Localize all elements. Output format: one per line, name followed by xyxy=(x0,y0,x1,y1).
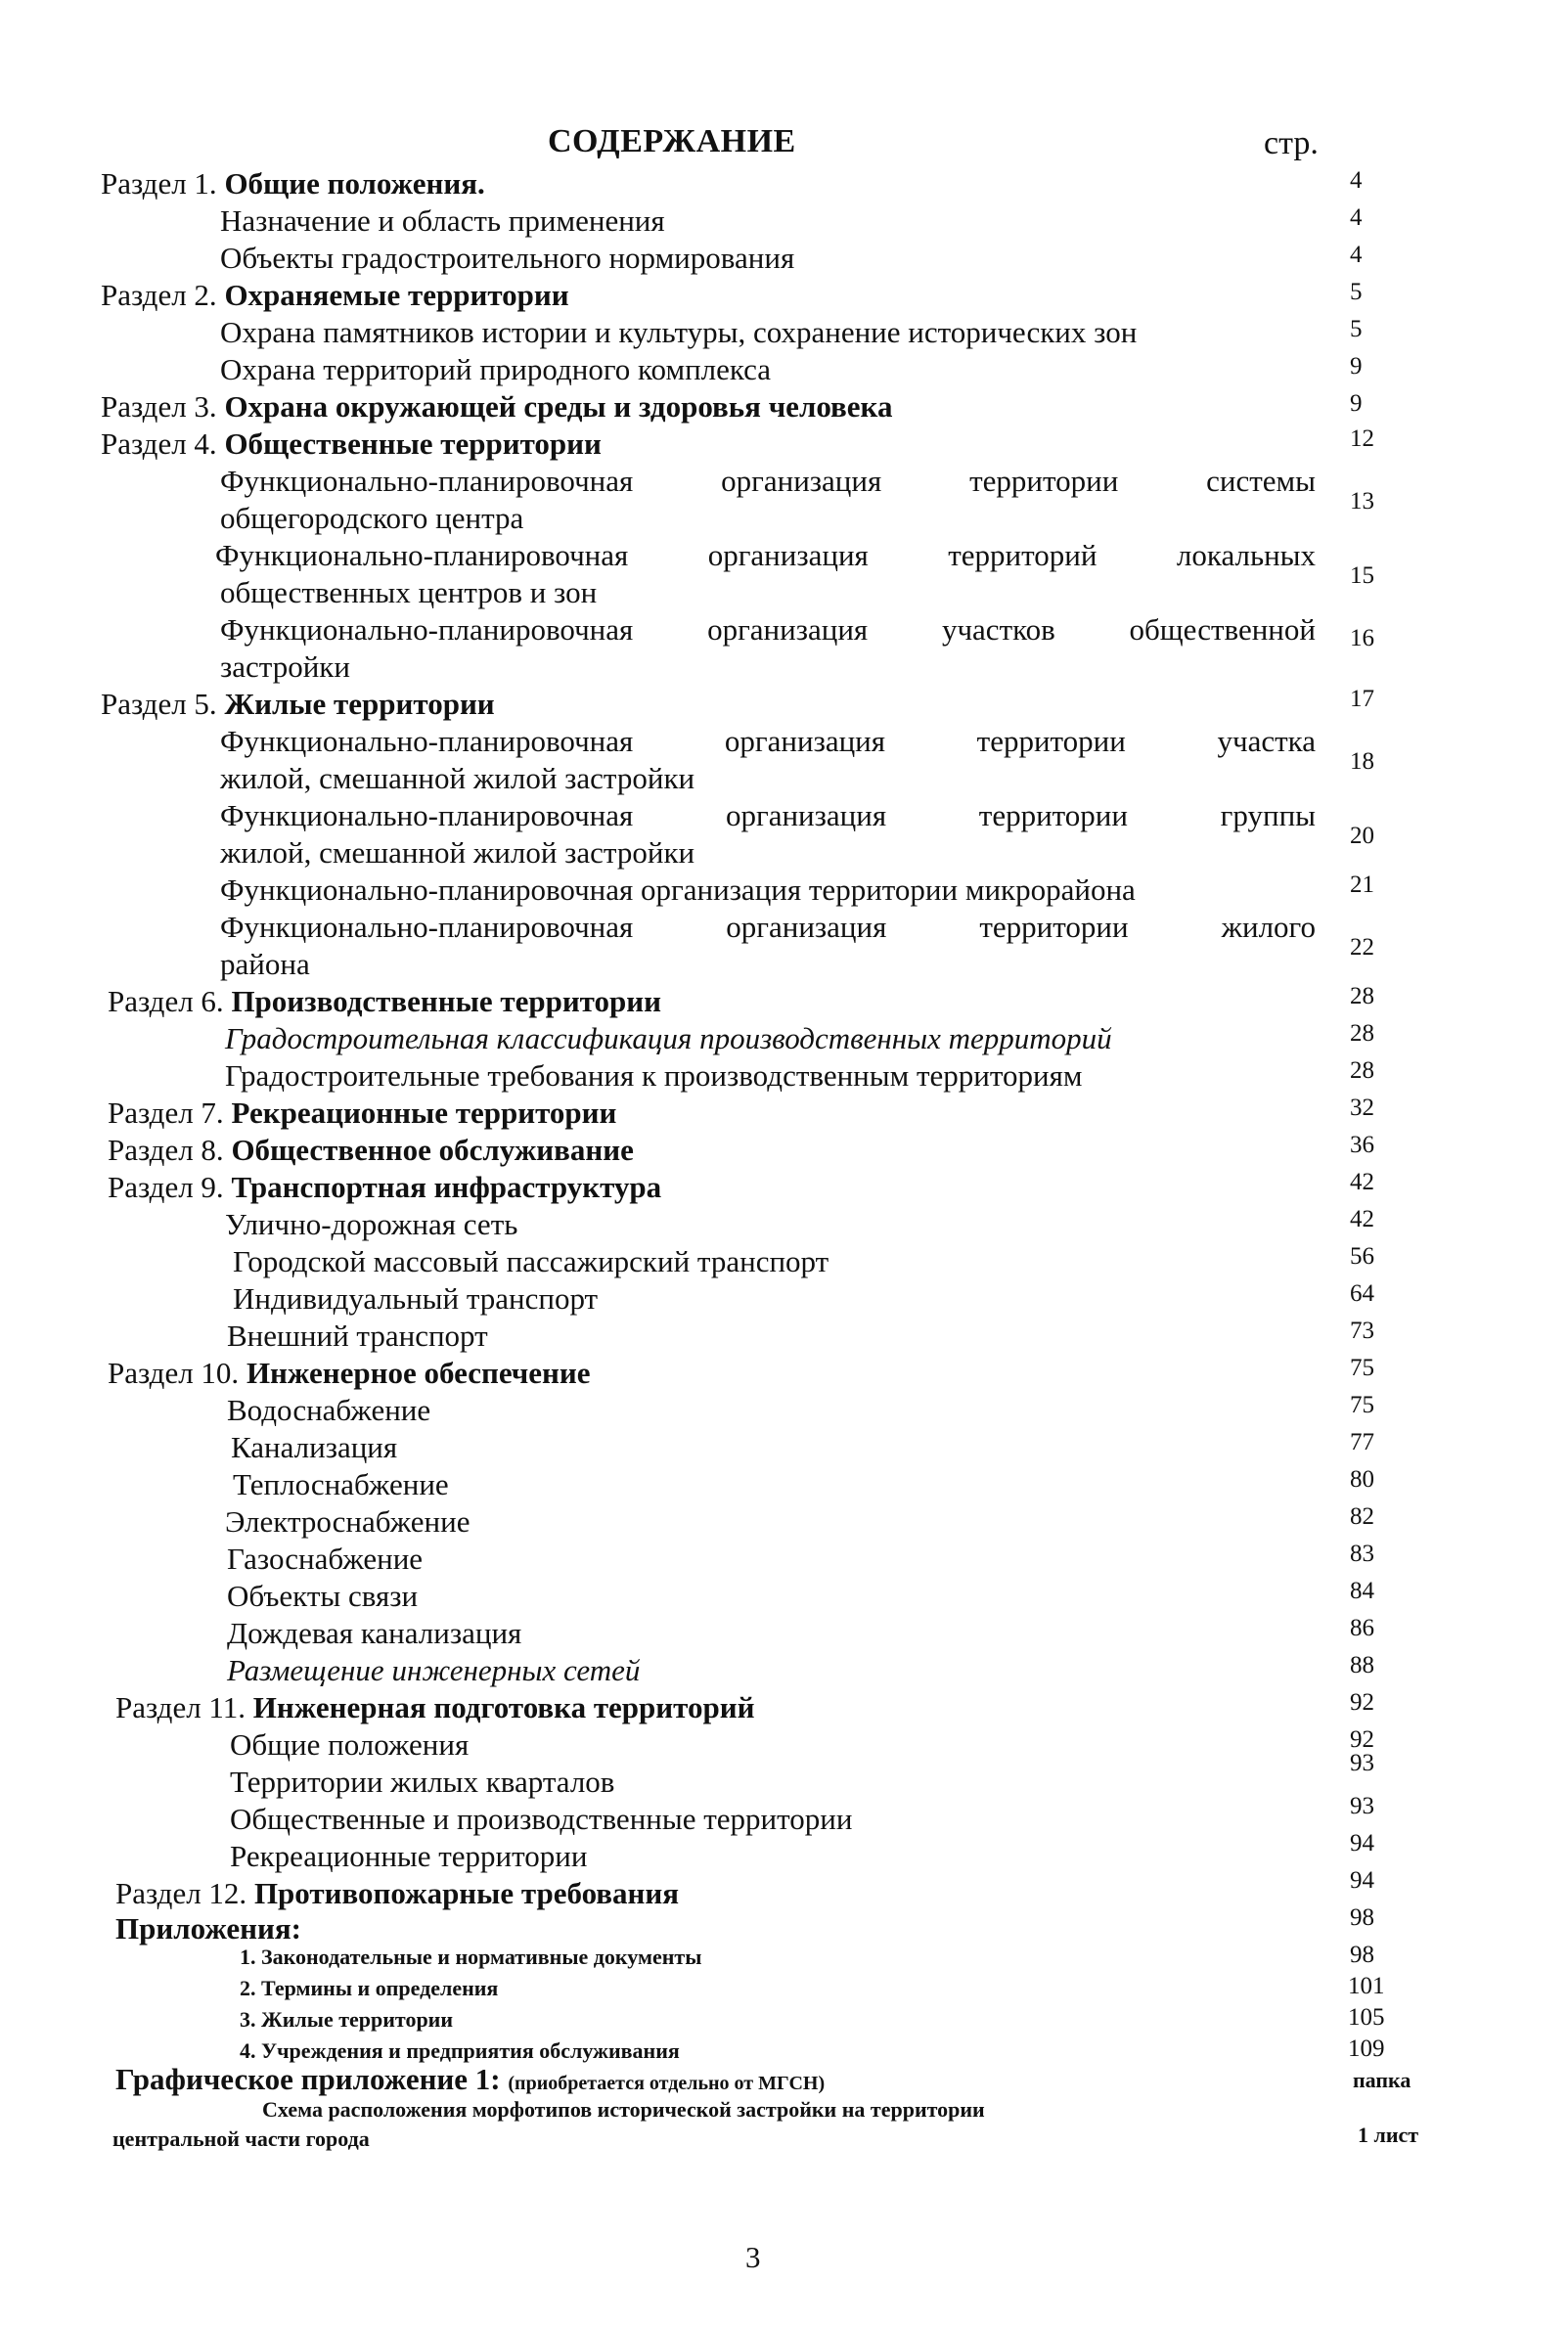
appendix-4-page: 109 xyxy=(1348,2035,1385,2062)
section-11-item-2-page: 93 xyxy=(1350,1750,1374,1776)
section-9-item-3: Индивидуальный транспорт xyxy=(233,1281,599,1316)
section-5-item-1-line-1: Функционально-планировочная организация территории участка xyxy=(220,724,1316,758)
section-11-item-3-page: 93 xyxy=(1350,1793,1374,1819)
section-4-item-1-line-2: общегородского центра xyxy=(220,501,524,535)
section-11-item-1-page: 92 xyxy=(1350,1726,1374,1753)
section-10-item-8-page: 88 xyxy=(1350,1652,1374,1678)
section-10-item-7: Дождевая канализация xyxy=(227,1616,522,1650)
section-6-item-1-page: 28 xyxy=(1350,1020,1374,1047)
section-10-item-4: Электроснабжение xyxy=(225,1504,470,1539)
section-6-item-1: Градостроительная классификация производственных территорий xyxy=(225,1021,1112,1055)
appendix-4: 4. Учреждения и предприятия обслуживания xyxy=(240,2038,680,2063)
section-12-heading: Раздел 12. Противопожарные требования xyxy=(115,1876,680,1910)
section-4-item-2-page: 15 xyxy=(1350,562,1374,589)
section-5-item-2-line-1: Функционально-планировочная организация территории группы xyxy=(220,798,1316,832)
page-column-header: стр. xyxy=(1264,125,1319,161)
section-11-item-3: Общественные и производственные территории xyxy=(230,1802,853,1836)
section-5-item-1-page: 18 xyxy=(1350,748,1374,775)
section-4-item-1-line-1: Функционально-планировочная организация территории системы xyxy=(220,464,1316,498)
section-5-item-2-line-2: жилой, смешанной жилой застройки xyxy=(220,835,695,870)
section-10-item-3: Теплоснабжение xyxy=(233,1467,449,1501)
section-10-item-7-page: 86 xyxy=(1350,1615,1374,1641)
section-7-heading: Раздел 7. Рекреационные территории xyxy=(108,1096,617,1130)
section-11-item-2: Территории жилых кварталов xyxy=(230,1765,615,1799)
section-5-item-4-line-2: района xyxy=(220,947,310,981)
appendix-2: 2. Термины и определения xyxy=(240,1976,499,2000)
section-9-heading: Раздел 9. Транспортная инфраструктура xyxy=(108,1170,662,1204)
section-10-item-5-page: 83 xyxy=(1350,1541,1374,1567)
section-4-item-3-page: 16 xyxy=(1350,625,1374,651)
section-10-item-5: Газоснабжение xyxy=(227,1542,424,1576)
appendix-1: 1. Законодательные и нормативные документы xyxy=(240,1945,702,1969)
section-11-page: 92 xyxy=(1350,1689,1374,1716)
section-11-item-4: Рекреационные территории xyxy=(230,1839,588,1873)
section-4-page: 12 xyxy=(1350,425,1374,452)
section-10-item-2-page: 77 xyxy=(1350,1429,1374,1455)
section-9-item-1-page: 42 xyxy=(1350,1206,1374,1232)
section-10-item-6-page: 84 xyxy=(1350,1578,1374,1604)
section-2-heading: Раздел 2. Охраняемые территории xyxy=(101,278,569,312)
section-2-item-2: Охрана территорий природного комплекса xyxy=(220,352,772,386)
section-1-item-1: Назначение и область применения xyxy=(220,203,665,238)
section-2-item-1-page: 5 xyxy=(1350,316,1363,342)
section-5-item-3-page: 21 xyxy=(1350,872,1374,898)
appendices-page: 98 xyxy=(1350,1904,1374,1931)
section-11-item-1: Общие положения xyxy=(230,1727,470,1762)
section-5-item-4-page: 22 xyxy=(1350,934,1374,961)
section-2-page: 5 xyxy=(1350,279,1363,305)
contents-title: СОДЕРЖАНИЕ xyxy=(548,123,796,159)
section-10-item-2: Канализация xyxy=(231,1430,398,1464)
section-10-item-1-page: 75 xyxy=(1350,1392,1374,1418)
section-2-item-2-page: 9 xyxy=(1350,353,1363,380)
section-6-item-2-page: 28 xyxy=(1350,1057,1374,1084)
section-1-heading: Раздел 1. Общие положения. xyxy=(101,166,485,201)
section-4-item-2-line-1: Функционально-планировочная организация территорий локальных xyxy=(215,538,1316,572)
section-10-page: 75 xyxy=(1350,1355,1374,1381)
section-3-heading: Раздел 3. Охрана окружающей среды и здоровья человека xyxy=(101,389,893,424)
appendix-3-page: 105 xyxy=(1348,2004,1385,2031)
section-4-heading: Раздел 4. Общественные территории xyxy=(101,426,602,461)
section-8-heading: Раздел 8. Общественное обслуживание xyxy=(108,1133,634,1167)
section-5-heading: Раздел 5. Жилые территории xyxy=(101,687,495,721)
section-1-page: 4 xyxy=(1350,167,1363,194)
section-10-heading: Раздел 10. Инженерное обеспечение xyxy=(108,1356,591,1390)
section-9-item-2-page: 56 xyxy=(1350,1243,1374,1270)
appendix-1-page: 98 xyxy=(1350,1942,1374,1968)
section-6-page: 28 xyxy=(1350,983,1374,1009)
appendix-3: 3. Жилые территории xyxy=(240,2007,454,2032)
section-9-item-2: Городской массовый пассажирский транспорт xyxy=(233,1244,829,1278)
section-6-item-2: Градостроительные требования к производственным территориям xyxy=(225,1058,1083,1093)
section-4-item-1-page: 13 xyxy=(1350,488,1374,514)
section-8-page: 36 xyxy=(1350,1132,1374,1158)
section-2-item-1: Охрана памятников истории и культуры, сохранение исторических зон xyxy=(220,315,1138,349)
section-9-item-1: Улично-дорожная сеть xyxy=(225,1207,518,1241)
section-9-item-4-page: 73 xyxy=(1350,1318,1374,1344)
section-10-item-3-page: 80 xyxy=(1350,1466,1374,1493)
section-5-item-3: Функционально-планировочная организация территории микрорайона xyxy=(220,872,1136,907)
section-10-item-1: Водоснабжение xyxy=(227,1393,431,1427)
section-10-item-4-page: 82 xyxy=(1350,1503,1374,1530)
appendix-2-page: 101 xyxy=(1348,1973,1385,1999)
graphic-appendix-page: папка xyxy=(1353,2068,1411,2092)
section-11-heading: Раздел 11. Инженерная подготовка территорий xyxy=(115,1690,755,1724)
section-3-page: 9 xyxy=(1350,390,1363,417)
section-7-page: 32 xyxy=(1350,1095,1374,1121)
graphic-appendix-desc-page: 1 лист xyxy=(1358,2123,1419,2147)
section-1-item-1-page: 4 xyxy=(1350,204,1363,231)
section-5-item-1-line-2: жилой, смешанной жилой застройки xyxy=(220,761,695,795)
page-number: 3 xyxy=(745,2240,761,2274)
graphic-appendix-desc-line-1: Схема расположения морфотипов исторической застройки на территории xyxy=(262,2097,985,2122)
section-4-item-3-line-1: Функционально-планировочная организация участков общественной xyxy=(220,612,1316,647)
section-9-page: 42 xyxy=(1350,1169,1374,1195)
section-5-item-4-line-1: Функционально-планировочная организация территории жилого xyxy=(220,910,1316,944)
section-6-heading: Раздел 6. Производственные территории xyxy=(108,984,661,1018)
section-10-item-6: Объекты связи xyxy=(227,1579,419,1613)
section-9-item-3-page: 64 xyxy=(1350,1280,1374,1307)
section-5-page: 17 xyxy=(1350,686,1374,712)
section-1-item-2: Объекты градостроительного нормирования xyxy=(220,241,795,275)
section-10-item-8: Размещение инженерных сетей xyxy=(227,1653,641,1687)
graphic-appendix-title: Графическое приложение 1: (приобретается отдельно от МГСН) xyxy=(115,2062,826,2096)
section-4-item-3-line-2: застройки xyxy=(220,649,350,684)
section-1-item-2-page: 4 xyxy=(1350,242,1363,268)
section-11-item-4-page: 94 xyxy=(1350,1830,1374,1856)
section-12-page: 94 xyxy=(1350,1867,1374,1894)
appendices-heading: Приложения: xyxy=(115,1911,301,1946)
section-9-item-4: Внешний транспорт xyxy=(227,1319,488,1353)
section-4-item-2-line-2: общественных центров и зон xyxy=(220,575,598,609)
section-5-item-2-page: 20 xyxy=(1350,823,1374,849)
graphic-appendix-desc-line-2: центральной части города xyxy=(112,2126,370,2151)
